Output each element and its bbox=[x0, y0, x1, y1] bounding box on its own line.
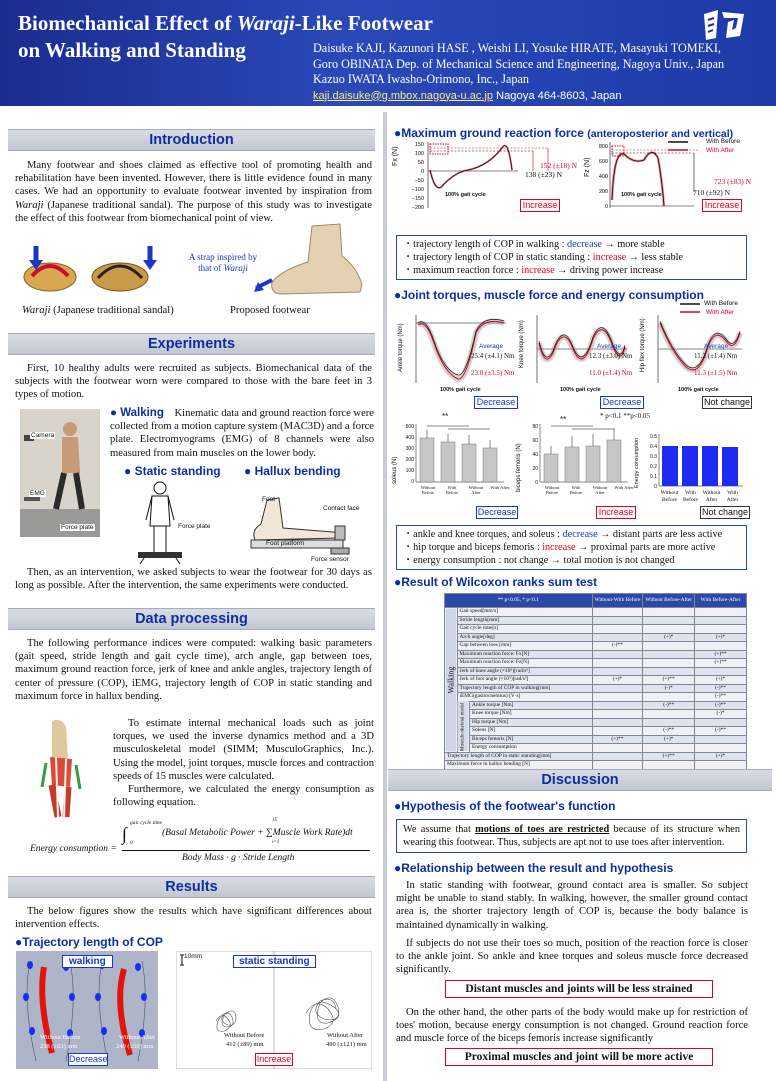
discussion-section-bar bbox=[388, 769, 772, 791]
table-row bbox=[445, 633, 747, 642]
table-cell-result bbox=[695, 616, 747, 625]
hip-average-label: Average bbox=[704, 343, 729, 350]
svg-text:200: 200 bbox=[405, 457, 414, 463]
table-row bbox=[445, 650, 747, 659]
results-title: Results bbox=[165, 879, 218, 895]
table-row bbox=[445, 667, 747, 676]
table-cell-result: (-)** bbox=[695, 701, 747, 710]
intro-text: Many footwear and shoes claimed as effective tool of promoting health and rehabilitation have been invented. However, there is little evidence found in many cases. We had an opportunity to evaluate footwear invented by inspiration from Waraji (Japanese traditional sandal). The purpose of this study was to investigate the effect of this footwear from biomechanical point of view. bbox=[15, 160, 372, 224]
biceps-categories: Without Before With Before Without After With After bbox=[544, 485, 634, 495]
soleus-decrease-tag: Decrease bbox=[477, 507, 517, 517]
grf-heading: ●Maximum ground reaction force (anteroposterior and vertical) bbox=[394, 126, 734, 140]
table-cell-result: (+)* bbox=[643, 735, 695, 744]
table-cell-metric: Ankle torque [Nm] bbox=[470, 701, 593, 710]
svg-text:800: 800 bbox=[598, 144, 608, 150]
intervention-text: Then, as an intervention, we asked subjects to wear the footwear for 30 days as long as possible. After the intervention, the same experiments were conducted. bbox=[15, 567, 372, 592]
svg-text:0: 0 bbox=[535, 480, 538, 486]
svg-text:−200: −200 bbox=[411, 205, 424, 211]
table-cell-result bbox=[592, 718, 643, 727]
table-cell-result bbox=[643, 710, 695, 719]
table-cell-result: (-)* bbox=[695, 710, 747, 719]
university-logo-icon bbox=[700, 8, 748, 42]
svg-text:0.3: 0.3 bbox=[650, 454, 657, 460]
table-cell-metric: Stride length[mm] bbox=[457, 616, 592, 625]
soleus-sig-marker: ** bbox=[442, 412, 449, 421]
table-cell-result bbox=[695, 735, 747, 744]
wilcoxon-header-sig: ** p<0.05, * p<0.1 bbox=[445, 594, 593, 608]
force-sensor-label: Force sensor bbox=[311, 556, 349, 563]
table-cell-metric: Jerk of knee angle (×10⁵)[rad/s³] bbox=[457, 667, 592, 676]
walking-description: ● Walking Kinematic data and ground reaction force were collected from a motion capture system (MAC3D) and a force plate. Electromyograms (EMG) of 8 channels were also measured from main muscles on the lower body. bbox=[110, 407, 375, 459]
proposed-footwear-image bbox=[252, 222, 370, 302]
torque-heading: ●Joint torques, muscle force and energy consumption bbox=[394, 288, 704, 302]
waraji-caption: Waraji (Japanese traditional sandal) bbox=[22, 305, 174, 316]
conclusion-box-1: Distant muscles and joints will be less strained bbox=[445, 980, 713, 998]
table-cell-result bbox=[592, 752, 643, 761]
table-cell-result bbox=[592, 684, 643, 693]
emg-label: EMG bbox=[30, 490, 45, 497]
ankle-decrease-tag: Decrease bbox=[474, 396, 518, 409]
force-plate-label-2: Force plate bbox=[178, 523, 211, 530]
affiliation-line: Kazuo IWATA Iwasho-Orimono, Inc., Japan bbox=[313, 72, 529, 86]
discussion-para-3: On the other hand, the other parts of the body would make up for restriction of toes' motion, because energy consumption is not changed. Ground reaction force and muscle force of the biceps femoris increase significantly bbox=[396, 1007, 748, 1045]
table-row bbox=[445, 718, 747, 727]
scale-10mm-label: 10mm bbox=[184, 953, 203, 960]
svg-text:0.2: 0.2 bbox=[650, 464, 657, 470]
table-cell-result bbox=[592, 650, 643, 659]
svg-text:0.5: 0.5 bbox=[650, 434, 657, 440]
table-row bbox=[445, 744, 747, 753]
cop-heading: ●Trajectory length of COP bbox=[15, 935, 163, 949]
results-section-bar bbox=[8, 876, 375, 898]
svg-text:−100: −100 bbox=[411, 187, 424, 193]
table-cell-result: (+)* bbox=[695, 633, 747, 642]
table-row bbox=[445, 710, 747, 719]
table-cell-result: (+)** bbox=[592, 735, 643, 744]
cop-w-before-value: 258 (±63) mm bbox=[40, 1043, 78, 1050]
torque-summary-box: ・ankle and knee torques, and soleus : decrease → distant parts are less active ・hip torque and biceps femoris : increase → proximal parts are more active ・energy consumption : not change → total motion is not changed bbox=[396, 525, 747, 570]
table-row bbox=[445, 616, 747, 625]
table-cell-result: (-)** bbox=[643, 727, 695, 736]
fx-axis-label: Fx (N) bbox=[392, 146, 399, 166]
grf-summary-box: ・trajectory length of COP in walking : decrease → more stable ・trajectory length of COP in static standing : increase → less stable ・maximum reaction force : increase → driving power increase bbox=[396, 235, 747, 280]
dataproc-text-1: The following performance indices were computed: walking basic parameters (gait speed, stride length and gait cycle time), arch angle, gap between toes, maximum ground reaction force, jerk of knee and ankle angles, trajectory length of center of pressure (COP), iEMG, trajectory length of COP in static standing and maximum force in hallux bending. bbox=[15, 638, 372, 702]
cop-s-before-label: Without Before bbox=[224, 1032, 265, 1039]
wilcoxon-header-col3: With Before-After bbox=[695, 594, 747, 608]
table-cell-result bbox=[695, 642, 747, 651]
fraction-bar bbox=[122, 850, 370, 851]
table-cell-metric: iEMG(gastrocnemius) [V·s] bbox=[457, 693, 592, 702]
hallux-bending-figure bbox=[247, 480, 375, 564]
table-cell-result bbox=[643, 718, 695, 727]
ankle-value-before: 25.4 (±4.1) Nm bbox=[471, 352, 515, 360]
svg-text:80: 80 bbox=[532, 424, 538, 430]
table-cell-result: (+)* bbox=[643, 633, 695, 642]
table-cell-result bbox=[695, 761, 747, 770]
table-row bbox=[445, 693, 747, 702]
fx-increase-tag: Increase bbox=[520, 199, 560, 212]
cop-walking-decrease-tag: Decrease bbox=[69, 1054, 108, 1064]
force-plate-label: Force plate bbox=[61, 524, 94, 531]
hip-value-before: 11.2 (±1.4) Nm bbox=[694, 352, 738, 360]
cop-s-after-label: Without After bbox=[327, 1032, 364, 1039]
hypothesis-heading: ●Hypothesis of the footwear's function bbox=[394, 799, 616, 813]
table-cell-metric: Gait speed[mm/s] bbox=[457, 608, 592, 617]
foot-platform-label: Foot platform bbox=[266, 540, 305, 547]
musculoskeletal-model-image bbox=[22, 717, 98, 823]
svg-text:−150: −150 bbox=[411, 196, 424, 202]
svg-text:60: 60 bbox=[532, 438, 538, 444]
camera-label: Camera bbox=[31, 432, 55, 439]
experiments-title: Experiments bbox=[147, 336, 236, 352]
knee-axis-label: Knee torque (Nm) bbox=[519, 320, 525, 368]
table-cell-result bbox=[643, 761, 695, 770]
foot-label: Foot bbox=[262, 496, 276, 503]
table-cell-result bbox=[643, 625, 695, 634]
table-cell-result: (+)** bbox=[643, 676, 695, 685]
dataproc-text-2: To estimate internal mechanical loads such as joint torques, we used the inverse dynamics method and a 3D musculoskeletal model (SIMM; MusculoGraphics, Inc.). Using the model, joint torques, muscle forces and contraction speeds of 15 muscles were calculated. bbox=[113, 718, 374, 782]
svg-text:400: 400 bbox=[405, 435, 414, 441]
table-cell-metric: Maximum reaction force: Fz[N] bbox=[457, 659, 592, 668]
table-cell-result bbox=[643, 667, 695, 676]
table-cell-metric: Biceps femoris [N] bbox=[470, 735, 593, 744]
grf-legend-lines bbox=[668, 138, 688, 154]
table-cell-result bbox=[592, 701, 643, 710]
table-cell-result bbox=[695, 625, 747, 634]
biceps-axis-label: biceps femoris (N) bbox=[516, 443, 522, 492]
hip-notchange-tag: Not change bbox=[703, 397, 751, 407]
table-cell-metric: Maximum reaction force: Fx[N] bbox=[457, 650, 592, 659]
table-cell-result bbox=[592, 625, 643, 634]
author-block bbox=[313, 41, 763, 104]
table-cell-result bbox=[592, 616, 643, 625]
table-row bbox=[445, 727, 747, 736]
cop-s-after-value: 490 (±121) mm bbox=[326, 1041, 367, 1048]
equation-lhs: Energy consumption = bbox=[30, 844, 117, 854]
svg-text:20: 20 bbox=[532, 466, 538, 472]
fz-x-label: 100% gait cycle bbox=[621, 192, 662, 198]
table-row bbox=[445, 761, 747, 770]
grf-legend-before: With Before bbox=[706, 138, 740, 145]
cop-w-after-value: 240 (±50) mm bbox=[116, 1043, 154, 1050]
knee-decrease-tag: Decrease bbox=[600, 396, 644, 409]
table-cell-metric: Arch angle[deg] bbox=[457, 633, 592, 642]
strap-note: A strap inspired by that of Waraji bbox=[188, 252, 258, 273]
address: Nagoya 464-8603, Japan bbox=[495, 89, 622, 102]
wilcoxon-header-col1: Without-With Before bbox=[592, 594, 643, 608]
table-cell-result bbox=[695, 667, 747, 676]
intro-section-bar bbox=[8, 129, 375, 151]
table-row bbox=[445, 701, 747, 710]
fz-axis-label: Fz (N) bbox=[584, 157, 591, 177]
biceps-sig-marker: ** bbox=[560, 415, 567, 424]
walking-tag: walking bbox=[62, 955, 113, 968]
fz-value-before: 710 (±92) N bbox=[693, 188, 731, 197]
authors-line: Daisuke KAJI, Kazunori HASE , Weishi LI, Yosuke HIRATE, Masayuki TOMEKI, bbox=[313, 41, 721, 55]
torque-legend-after: With After bbox=[706, 309, 735, 316]
ankle-average-label: Average bbox=[479, 343, 504, 350]
discussion-title: Discussion bbox=[541, 772, 619, 788]
table-cell-result bbox=[592, 659, 643, 668]
table-cell-metric: Hip torque [Nm] bbox=[470, 718, 593, 727]
ankle-x-label: 100% gait cycle bbox=[440, 387, 481, 393]
soleus-categories: Without Before With Before Without After With After bbox=[420, 485, 510, 495]
experiments-section-bar bbox=[8, 333, 375, 355]
table-cell-result: (-)* bbox=[643, 684, 695, 693]
ankle-axis-label: Ankle torque (Nm) bbox=[398, 323, 404, 372]
table-row bbox=[445, 735, 747, 744]
table-cell-metric: Trajectory length of COP in static standing[mm] bbox=[445, 752, 593, 761]
wilcoxon-table bbox=[444, 593, 747, 770]
discussion-para-2: If subjects do not use their toes so much, position of the reaction force is closer to the ankle joint. So ankle and knee torques and soleus muscle force decreased significantly. bbox=[396, 938, 748, 976]
table-cell-result: (-)** bbox=[592, 642, 643, 651]
svg-text:0: 0 bbox=[420, 169, 424, 175]
knee-value-after: 11.0 (±1.4) Nm bbox=[589, 369, 633, 377]
table-cell-result: (+)* bbox=[695, 752, 747, 761]
cop-walking-plot bbox=[16, 951, 158, 1069]
wilcoxon-header-col2: Without Before-After bbox=[643, 594, 695, 608]
svg-text:200: 200 bbox=[598, 189, 608, 195]
musculoskeletal-group-label: Musculo-skeletal model bbox=[457, 701, 470, 752]
ankle-value-after: 23.0 (±3.5) Nm bbox=[471, 369, 515, 377]
table-cell-result bbox=[592, 744, 643, 753]
results-text: The below figures show the results which have significant differences about intervention effects. bbox=[15, 906, 372, 931]
table-row bbox=[445, 684, 747, 693]
svg-text:40: 40 bbox=[532, 452, 538, 458]
significance-note: * p<0.1 **p<0.05 bbox=[600, 412, 650, 420]
table-cell-result bbox=[643, 608, 695, 617]
cop-w-before-label: Without Before bbox=[40, 1034, 81, 1041]
svg-text:500: 500 bbox=[405, 424, 414, 430]
hypothesis-box: We assume that motions of toes are restricted because of its structure when wearing this footwear. Thus, subjects are apt not to use toes after intervention. bbox=[396, 819, 747, 853]
fx-value-after: 152 (±18) N bbox=[540, 161, 578, 170]
static-standing-tag: static standing bbox=[233, 955, 316, 968]
fx-value-before: 138 (±23) N bbox=[525, 170, 563, 179]
svg-text:100: 100 bbox=[414, 151, 424, 157]
table-cell-result: (+)* bbox=[695, 676, 747, 685]
fz-value-after: 723 (±83) N bbox=[714, 177, 752, 186]
svg-text:0: 0 bbox=[654, 484, 657, 490]
walking-group-label: Walking bbox=[445, 608, 458, 753]
knee-value-before: 12.3 (±3.0) Nm bbox=[589, 352, 633, 360]
table-cell-result bbox=[695, 608, 747, 617]
svg-text:0: 0 bbox=[604, 204, 608, 210]
table-row bbox=[445, 625, 747, 634]
svg-text:0.4: 0.4 bbox=[650, 444, 657, 450]
svg-text:600: 600 bbox=[598, 159, 608, 165]
fx-x-label: 100% gait cycle bbox=[445, 192, 486, 198]
cop-s-before-value: 412 (±89) mm bbox=[226, 1041, 264, 1048]
svg-text:−50: −50 bbox=[414, 178, 424, 184]
table-cell-result: (-)** bbox=[695, 684, 747, 693]
knee-average-label: Average bbox=[597, 343, 622, 350]
table-cell-result bbox=[643, 744, 695, 753]
table-cell-result: (-)** bbox=[695, 693, 747, 702]
table-cell-result: (+)** bbox=[643, 752, 695, 761]
discussion-para-1: In static standing with footwear, ground contact area is smaller. So subject might be unable to stand stably. In walking, however, the smaller ground contact area is, the shorter trajectory length of COP is, because the body balance is maintained dynamically in walking. bbox=[396, 880, 748, 931]
table-row bbox=[445, 752, 747, 761]
dataproc-section-bar bbox=[8, 608, 375, 630]
wilcoxon-heading: ●Result of Wilcoxon ranks sum test bbox=[394, 575, 598, 589]
intro-title: Introduction bbox=[149, 132, 234, 148]
table-cell-result bbox=[592, 761, 643, 770]
table-row bbox=[445, 659, 747, 668]
svg-text:0.1: 0.1 bbox=[650, 474, 657, 480]
conclusion-box-2: Proximal muscles and joint will be more active bbox=[445, 1048, 713, 1066]
table-cell-metric: Maximum force in hallux bending [N] bbox=[445, 761, 593, 770]
torque-legend-before: With Before bbox=[704, 300, 738, 307]
affiliation-line: Goro OBINATA Dep. of Mechanical Science and Engineering, Nagoya Univ., Japan bbox=[313, 56, 725, 71]
energy-notchange-tag: Not change bbox=[701, 507, 749, 517]
energy-axis-label: Energy consumption bbox=[634, 437, 640, 488]
fz-increase-tag: Increase bbox=[702, 199, 742, 212]
table-cell-metric: Energy consumption bbox=[470, 744, 593, 753]
table-cell-metric: Soleus [N] bbox=[470, 727, 593, 736]
table-cell-result: (+)** bbox=[695, 650, 747, 659]
hip-x-label: 100% gait cycle bbox=[678, 387, 719, 393]
static-standing-figure bbox=[126, 478, 222, 564]
table-cell-result bbox=[592, 633, 643, 642]
table-cell-result bbox=[643, 642, 695, 651]
cop-w-after-label: Without After bbox=[119, 1034, 156, 1041]
table-cell-result bbox=[592, 693, 643, 702]
table-cell-result bbox=[592, 608, 643, 617]
static-standing-heading: ● Static standing bbox=[124, 464, 221, 478]
waraji-sandal-image bbox=[10, 232, 170, 302]
table-cell-result: (+)* bbox=[592, 676, 643, 685]
table-cell-result bbox=[643, 616, 695, 625]
cop-static-increase-tag: Increase bbox=[256, 1054, 292, 1064]
walking-experiment-photo bbox=[20, 409, 100, 537]
footwear-caption: Proposed footwear bbox=[230, 305, 310, 316]
table-cell-result: (-)** bbox=[695, 727, 747, 736]
energy-categories: Without Before With Before Without After With After bbox=[660, 490, 739, 503]
table-cell-result: (+)** bbox=[695, 659, 747, 668]
table-row bbox=[445, 676, 747, 685]
equation-numerator: ∫ gait cycle time 0 15 i=1 (Basal Metabolic Power + ∑Muscle Work Rate)dt bbox=[122, 818, 353, 846]
table-cell-metric: Gap between toes [mm] bbox=[457, 642, 592, 651]
table-cell-result bbox=[643, 693, 695, 702]
relationship-heading: ●Relationship between the result and hypothesis bbox=[394, 861, 674, 875]
poster-title: Biomechanical Effect of Waraji-Like Footwear on Walking and Standing bbox=[18, 11, 433, 62]
experiments-intro: First, 10 healthy adults were recruited as subjects. Biomechanical data of the subjects with the footwear worn were compared to those with the bare feet in 3 types of motion. bbox=[15, 363, 372, 401]
dataproc-title: Data processing bbox=[135, 611, 248, 627]
svg-text:300: 300 bbox=[405, 446, 414, 452]
email-link[interactable]: kaji.daisuke@g.mbox.nagoya-u.ac.jp bbox=[313, 89, 493, 102]
svg-text:150: 150 bbox=[414, 142, 424, 148]
hip-axis-label: Hip flex torque (Nm) bbox=[640, 318, 646, 372]
table-cell-metric: Knee torque [Nm] bbox=[470, 710, 593, 719]
table-row bbox=[445, 608, 747, 617]
table-cell-result bbox=[643, 650, 695, 659]
table-cell-result bbox=[592, 710, 643, 719]
biceps-increase-tag: Increase bbox=[596, 506, 636, 519]
svg-text:0: 0 bbox=[411, 479, 414, 485]
table-cell-result bbox=[695, 718, 747, 727]
cop-static-plot bbox=[176, 951, 372, 1069]
table-cell-result bbox=[592, 727, 643, 736]
equation-denominator: Body Mass · g · Stride Length bbox=[182, 853, 295, 863]
soleus-axis-label: soleus (N) bbox=[392, 456, 398, 484]
table-cell-metric: Jerk of foot angle (×10⁵)[rad/s³] bbox=[457, 676, 592, 685]
grf-legend-after: With After bbox=[706, 147, 735, 154]
table-cell-result bbox=[695, 744, 747, 753]
contact-face-label: Contact face bbox=[323, 505, 360, 512]
knee-x-label: 100% gait cycle bbox=[560, 387, 601, 393]
table-cell-result: (-)** bbox=[643, 701, 695, 710]
dataproc-text-3: Furthermore, we calculated the energy consumption as following equation. bbox=[113, 784, 374, 809]
svg-text:50: 50 bbox=[417, 160, 424, 166]
table-cell-metric: Gait cycle time[s] bbox=[457, 625, 592, 634]
svg-text:400: 400 bbox=[598, 174, 608, 180]
hip-value-after: 11.3 (±1.5) Nm bbox=[694, 369, 738, 377]
column-divider bbox=[383, 112, 387, 1081]
hallux-bending-heading: ● Hallux bending bbox=[244, 464, 341, 478]
table-cell-result bbox=[592, 667, 643, 676]
table-cell-metric: Trajectory length of COP in walking[mm] bbox=[457, 684, 592, 693]
table-row bbox=[445, 642, 747, 651]
table-cell-result bbox=[643, 659, 695, 668]
svg-text:100: 100 bbox=[405, 468, 414, 474]
